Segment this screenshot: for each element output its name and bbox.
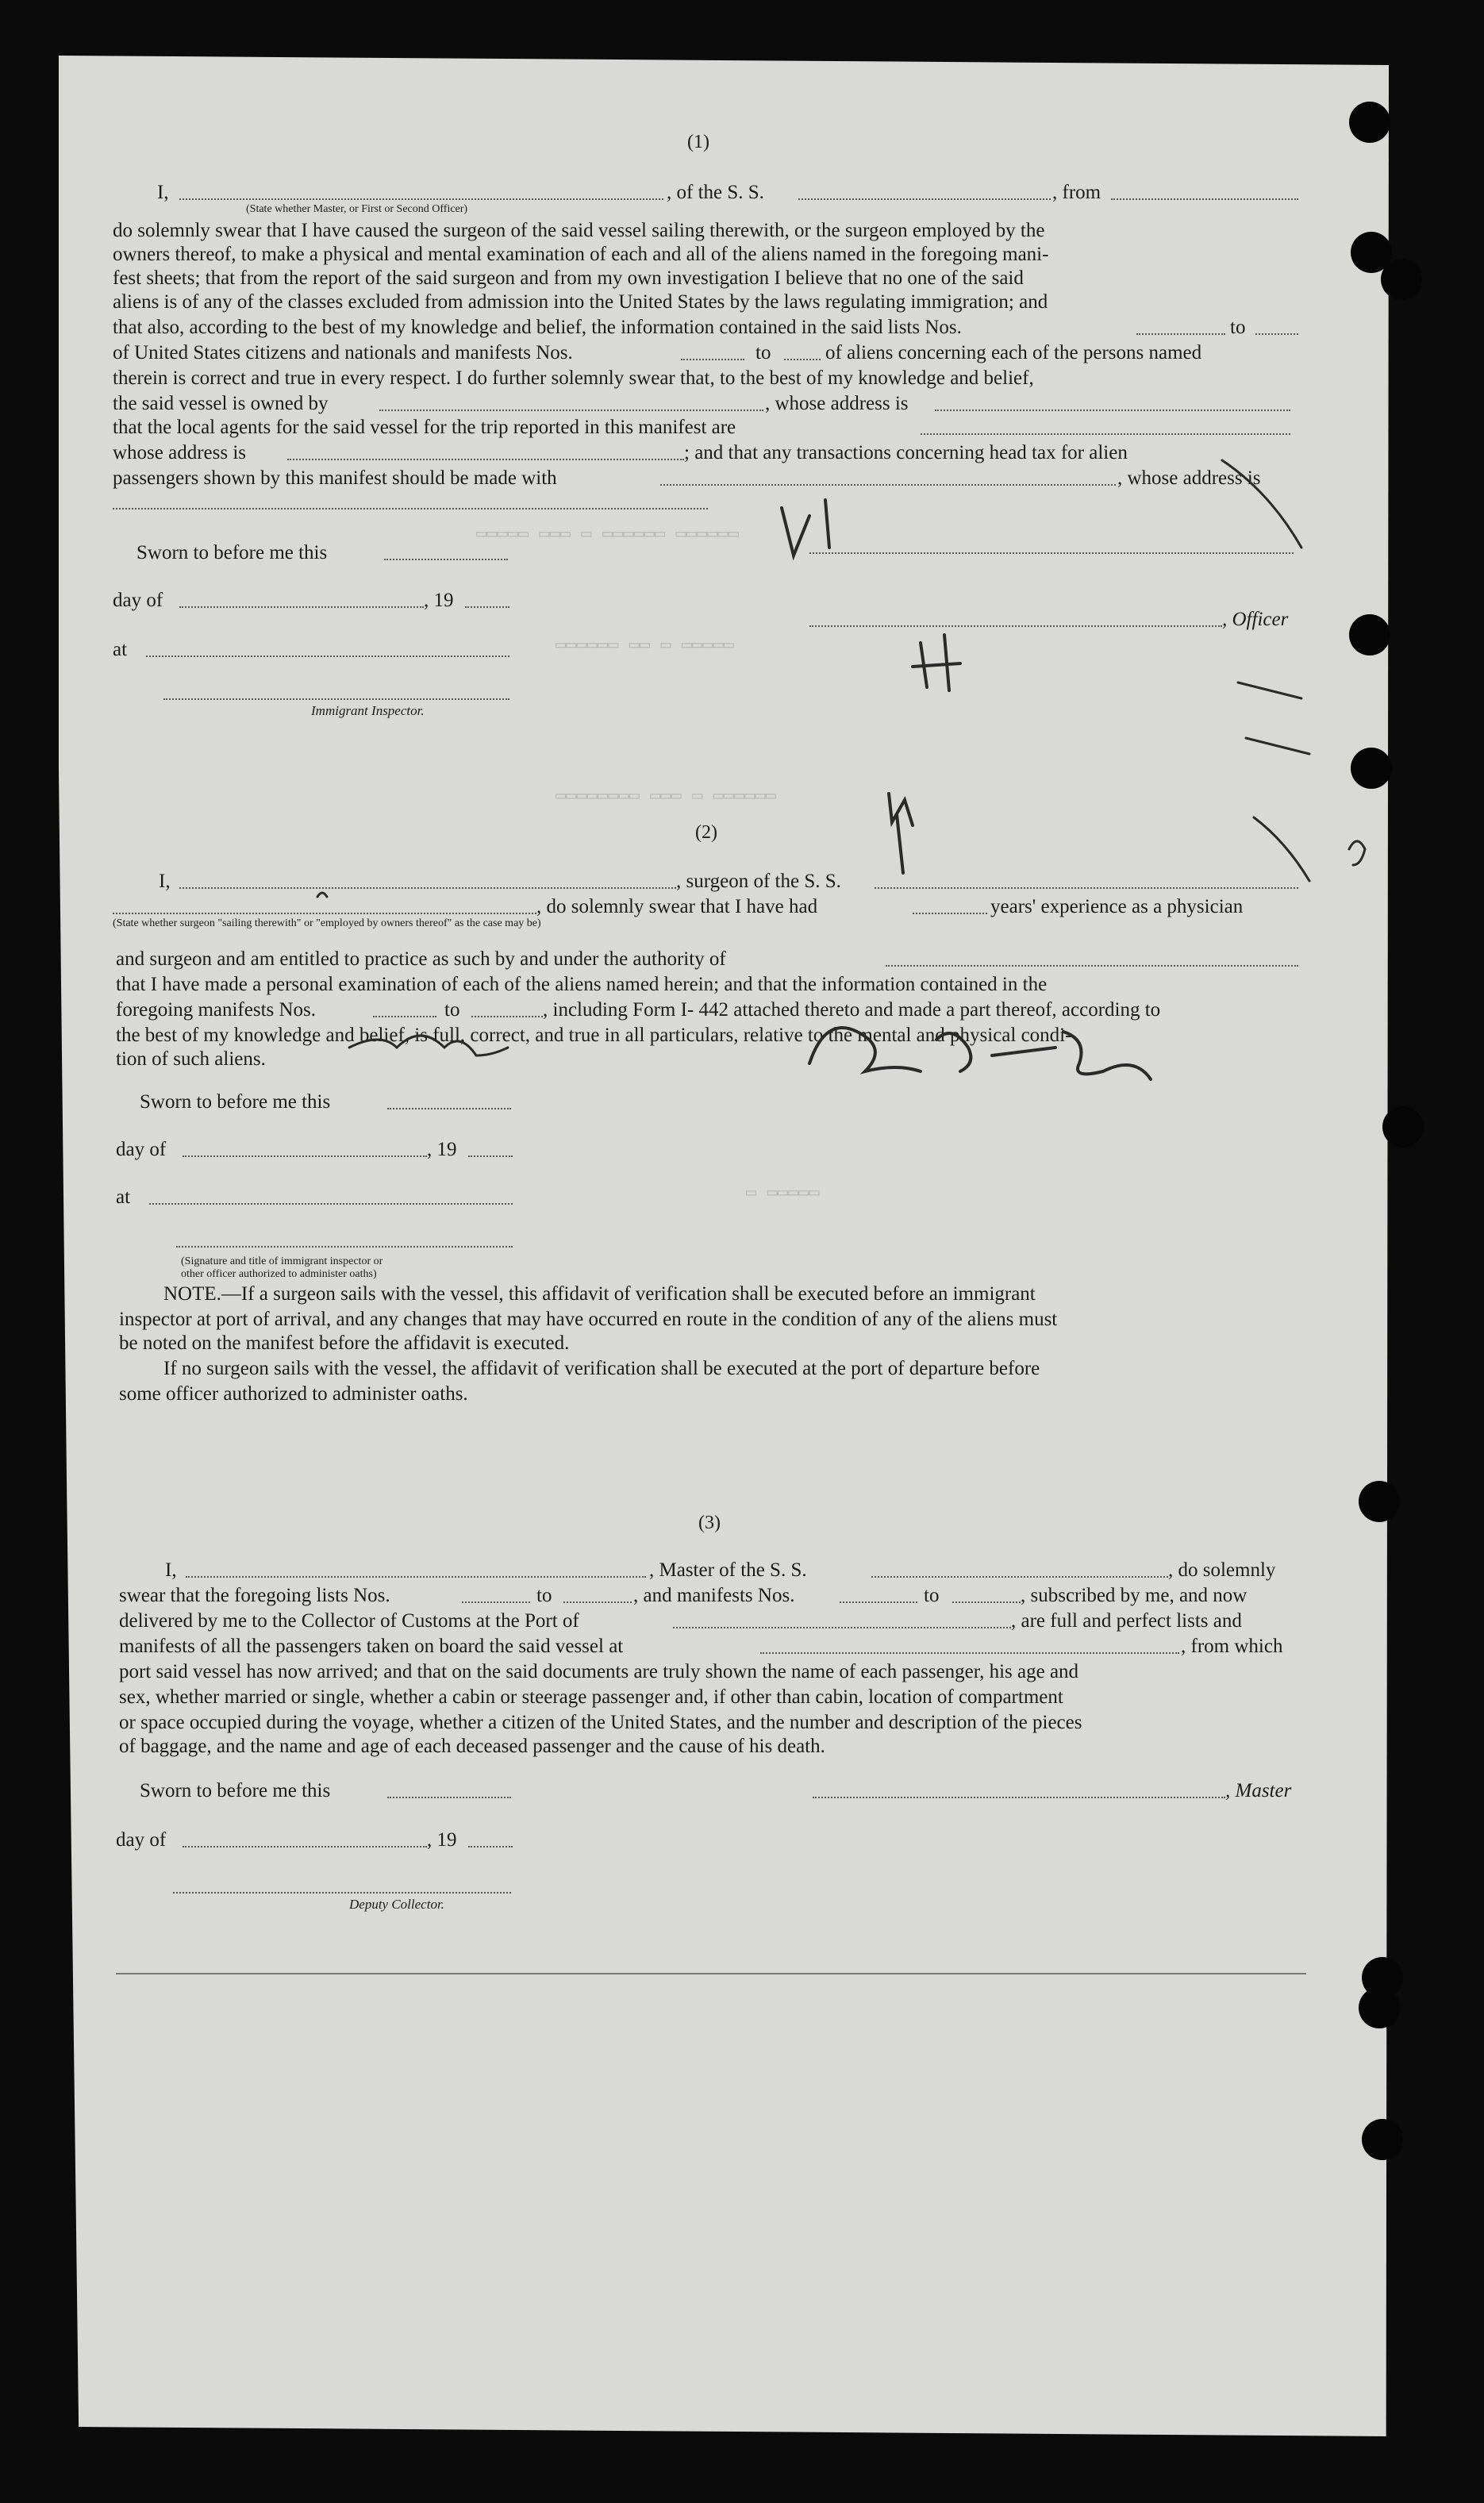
s3-to-2: to: [924, 1585, 940, 1606]
s1-i: I,: [157, 182, 169, 203]
s2-at: at: [116, 1186, 131, 1208]
section-1-number: (1): [687, 132, 709, 152]
s2-body-line: the best of my knowledge and belief, is full, correct, and true in all particulars, relative to the mental and physical condi-: [116, 1025, 1072, 1046]
s1-body-line: of United States citizens and nationals and manifests Nos.: [113, 342, 573, 363]
s3-delivered: delivered by me to the Collector of Customs at the Port of: [119, 1610, 579, 1632]
s2-day-of: day of: [116, 1139, 167, 1160]
s1-body-line: that the local agents for the said vessel for the trip reported in this manifest are: [113, 417, 736, 438]
s2-note-line: inspector at port of arrival, and any changes that may have occurred en route in the condition of any of the aliens must: [119, 1309, 1058, 1330]
bleed-through: ▭▭▭▭▭▭ ▭▭ ▭ ▭▭▭▭▭: [556, 636, 735, 656]
s3-day-of: day of: [116, 1829, 167, 1851]
s3-subscribed: , subscribed by me, and now: [1021, 1585, 1248, 1606]
s1-body-line: passengers shown by this manifest should be made with: [113, 467, 557, 489]
s1-of-ss: , of the S. S.: [667, 182, 764, 203]
bleed-through: ▭▭▭▭▭▭▭▭ ▭▭▭ ▭ ▭▭▭▭▭▭: [556, 786, 777, 806]
s1-day-of: day of: [113, 590, 163, 611]
s1-immigrant-inspector: Immigrant Inspector.: [311, 703, 425, 718]
s3-body-line: sex, whether married or single, whether a cabin or steerage passenger and, if other than cabin, location of compartment: [119, 1686, 1063, 1708]
s3-full-perfect: , are full and perfect lists and: [1011, 1610, 1242, 1632]
s3-to-1: to: [536, 1585, 552, 1606]
s2-i: I,: [159, 871, 171, 892]
s1-from: , from: [1052, 182, 1101, 203]
s2-body-line: that I have made a personal examination of each of the aliens named herein; and that the information contained in the: [116, 974, 1048, 995]
s3-deputy-collector: Deputy Collector.: [349, 1897, 444, 1912]
s1-whose-address: , whose address is: [765, 393, 909, 414]
s2-to: to: [444, 999, 460, 1021]
s1-body-line: owners thereof, to make a physical and mental examination of each and all of the aliens named in the foregoing mani-: [113, 244, 1049, 265]
s1-body-line: the said vessel is owned by: [113, 393, 329, 414]
s2-body-line: foregoing manifests Nos.: [116, 999, 317, 1021]
section-2-number: (2): [695, 822, 717, 843]
s1-to-1: to: [1230, 317, 1246, 338]
s3-sworn: Sworn to before me this: [140, 1780, 331, 1801]
s2-note-line: some officer authorized to administer oaths.: [119, 1383, 468, 1405]
s2-swear: , do solemnly swear that I have had: [536, 896, 818, 917]
s1-body-line: therein is correct and true in every respect. I do further solemnly swear that, to the best of my knowledge and belief,: [113, 367, 1034, 389]
s2-body-line: tion of such aliens.: [116, 1048, 266, 1070]
s1-to-2: to: [755, 342, 771, 363]
s2-year: , 19: [427, 1139, 457, 1160]
s3-from-which: , from which: [1181, 1636, 1283, 1657]
s3-master: , Master: [1225, 1780, 1292, 1801]
s2-including: , including Form I- 442 attached thereto and made a part thereof, according to: [543, 999, 1161, 1021]
s3-master-of: , Master of the S. S.: [649, 1559, 807, 1581]
s1-body-line: that also, according to the best of my knowledge and belief, the information contained in the said lists Nos.: [113, 317, 962, 338]
bleed-through: ▭ ▭▭▭▭▭: [746, 1183, 820, 1203]
s2-caption-signature-2: other officer authorized to administer oaths): [181, 1268, 377, 1280]
s1-whose-address-2: , whose address is: [1117, 467, 1261, 489]
s1-caption-officer: (State whether Master, or First or Second Officer): [246, 203, 468, 215]
s3-year: , 19: [427, 1829, 457, 1851]
s2-caption-signature: (Signature and title of immigrant inspector or: [181, 1255, 383, 1267]
s2-caption-surgeon: (State whether surgeon "sailing therewith" or "employed by owners thereof" as the case may be): [113, 917, 541, 929]
s3-solemnly: , do solemnly: [1168, 1559, 1276, 1581]
s3-i: I,: [165, 1559, 177, 1581]
s2-surgeon-of: , surgeon of the S. S.: [676, 871, 841, 892]
s3-body-line: of baggage, and the name and age of each deceased passenger and the cause of his death.: [119, 1736, 825, 1757]
s3-swear: swear that the foregoing lists Nos.: [119, 1585, 390, 1606]
s2-sworn: Sworn to before me this: [140, 1091, 331, 1113]
s1-of-aliens: of aliens concerning each of the persons named: [825, 342, 1202, 363]
s2-note-line: NOTE.—If a surgeon sails with the vessel, this affidavit of verification shall be executed before an immigrant: [163, 1283, 1036, 1305]
s1-sworn: Sworn to before me this: [136, 542, 328, 563]
s3-and-manifests: , and manifests Nos.: [633, 1585, 795, 1606]
bleed-through: ▭▭▭▭▭ ▭▭▭ ▭ ▭▭▭▭▭▭ ▭▭▭▭▭▭: [476, 525, 739, 544]
s3-manifests-all: manifests of all the passengers taken on board the said vessel at: [119, 1636, 624, 1657]
s1-officer: , Officer: [1222, 609, 1289, 630]
s2-note-line: be noted on the manifest before the affidavit is executed.: [119, 1332, 570, 1354]
s2-body-line: and surgeon and am entitled to practice as such by and under the authority of: [116, 948, 726, 970]
s1-body-line: fest sheets; that from the report of the said surgeon and from my own investigation I believe that no one of the said: [113, 267, 1024, 289]
s3-body-line: port said vessel has now arrived; and that on the said documents are truly shown the name of each passenger, his age and: [119, 1661, 1079, 1682]
s1-body-line: aliens is of any of the classes excluded from admission into the United States by the laws regulating immigration; and: [113, 291, 1048, 313]
section-3-number: (3): [698, 1513, 721, 1533]
s2-note-line: If no surgeon sails with the vessel, the affidavit of verification shall be executed at the port of departure before: [163, 1358, 1040, 1379]
s1-year: , 19: [424, 590, 454, 611]
s1-head-tax: ; and that any transactions concerning head tax for alien: [684, 442, 1128, 463]
s1-at: at: [113, 639, 128, 660]
s3-body-line: or space occupied during the voyage, whether a citizen of the United States, and the number and description of the pieces: [119, 1712, 1082, 1733]
s1-body-line: do solemnly swear that I have caused the surgeon of the said vessel sailing therewith, or the surgeon employed by the: [113, 220, 1045, 241]
s2-years: years' experience as a physician: [990, 896, 1244, 917]
s1-body-line: whose address is: [113, 442, 247, 463]
